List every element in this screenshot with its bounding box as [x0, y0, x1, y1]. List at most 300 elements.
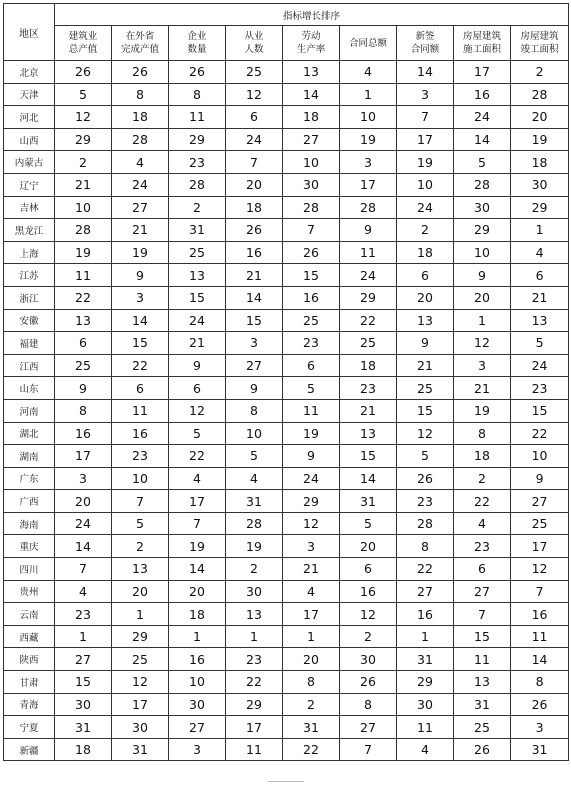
rank-cell: 24 — [340, 264, 397, 287]
region-cell: 陕西 — [4, 648, 55, 671]
rank-cell: 19 — [340, 128, 397, 151]
rank-cell: 25 — [283, 309, 340, 332]
table-row — [4, 716, 569, 739]
rank-cell: 8 — [511, 671, 569, 694]
table-row — [4, 512, 569, 535]
rank-cell: 10 — [283, 151, 340, 174]
region-cell: 宁夏 — [4, 716, 55, 739]
rank-cell: 26 — [112, 61, 169, 84]
ranking-table — [3, 3, 569, 761]
rank-cell: 31 — [397, 648, 454, 671]
rank-cell: 12 — [112, 671, 169, 694]
rank-cell: 2 — [226, 558, 283, 581]
rank-cell: 24 — [112, 173, 169, 196]
rank-cell: 2 — [340, 625, 397, 648]
column-header-line: 数量 — [187, 44, 207, 55]
rank-cell: 17 — [226, 716, 283, 739]
rank-cell: 25 — [169, 241, 226, 264]
rank-cell: 21 — [169, 332, 226, 355]
rank-cell: 18 — [454, 445, 511, 468]
rank-cell: 12 — [340, 603, 397, 626]
rank-cell: 16 — [283, 286, 340, 309]
rank-cell: 6 — [511, 264, 569, 287]
rank-cell: 1 — [454, 309, 511, 332]
rank-cell: 11 — [226, 738, 283, 761]
column-header-line: 合同额 — [410, 44, 440, 55]
region-cell: 贵州 — [4, 580, 55, 603]
rank-cell: 14 — [511, 648, 569, 671]
rank-cell: 18 — [55, 738, 112, 761]
rank-cell: 4 — [454, 512, 511, 535]
rank-cell: 20 — [112, 580, 169, 603]
rank-cell: 17 — [283, 603, 340, 626]
rank-cell: 28 — [169, 173, 226, 196]
rank-cell: 11 — [169, 106, 226, 129]
rank-cell: 21 — [454, 377, 511, 400]
rank-cell: 10 — [511, 445, 569, 468]
rank-cell: 13 — [454, 671, 511, 694]
rank-cell: 5 — [55, 83, 112, 106]
rank-cell: 8 — [340, 693, 397, 716]
column-header — [454, 26, 511, 61]
region-cell: 浙江 — [4, 286, 55, 309]
rank-cell: 13 — [283, 61, 340, 84]
rank-cell: 20 — [397, 286, 454, 309]
rank-cell: 9 — [55, 377, 112, 400]
rank-cell: 23 — [112, 445, 169, 468]
rank-cell: 19 — [511, 128, 569, 151]
rank-cell: 1 — [511, 219, 569, 242]
rank-cell: 8 — [283, 671, 340, 694]
rank-cell: 16 — [511, 603, 569, 626]
rank-cell: 29 — [169, 128, 226, 151]
rank-cell: 27 — [169, 716, 226, 739]
rank-cell: 24 — [55, 512, 112, 535]
rank-cell: 29 — [55, 128, 112, 151]
rank-cell: 25 — [340, 332, 397, 355]
rank-cell: 14 — [340, 467, 397, 490]
rank-cell: 23 — [511, 377, 569, 400]
column-header — [226, 26, 283, 61]
rank-cell: 26 — [397, 467, 454, 490]
region-cell: 安徽 — [4, 309, 55, 332]
rank-cell: 23 — [283, 332, 340, 355]
table-row — [4, 445, 569, 468]
rank-cell: 4 — [511, 241, 569, 264]
rank-cell: 7 — [169, 512, 226, 535]
rank-cell: 28 — [55, 219, 112, 242]
rank-cell: 2 — [397, 219, 454, 242]
rank-cell: 25 — [226, 61, 283, 84]
rank-cell: 19 — [112, 241, 169, 264]
rank-cell: 3 — [169, 738, 226, 761]
rank-cell: 28 — [511, 83, 569, 106]
rank-cell: 17 — [112, 693, 169, 716]
rank-cell: 29 — [112, 625, 169, 648]
rank-cell: 9 — [511, 467, 569, 490]
table-row — [4, 399, 569, 422]
rank-cell: 30 — [397, 693, 454, 716]
rank-cell: 4 — [340, 61, 397, 84]
rank-cell: 6 — [283, 354, 340, 377]
region-cell: 河北 — [4, 106, 55, 129]
region-cell: 山西 — [4, 128, 55, 151]
rank-cell: 18 — [169, 603, 226, 626]
rank-cell: 22 — [55, 286, 112, 309]
rank-cell: 9 — [169, 354, 226, 377]
rank-cell: 4 — [397, 738, 454, 761]
rank-cell: 11 — [397, 716, 454, 739]
rank-cell: 20 — [55, 490, 112, 513]
table-row — [4, 241, 569, 264]
rank-cell: 4 — [112, 151, 169, 174]
rank-cell: 7 — [112, 490, 169, 513]
column-header — [397, 26, 454, 61]
rank-cell: 7 — [340, 738, 397, 761]
rank-cell: 28 — [226, 512, 283, 535]
rank-cell: 14 — [454, 128, 511, 151]
rank-cell: 2 — [283, 693, 340, 716]
rank-cell: 12 — [397, 422, 454, 445]
rank-cell: 14 — [283, 83, 340, 106]
rank-cell: 29 — [454, 219, 511, 242]
rank-cell: 31 — [55, 716, 112, 739]
rank-cell: 12 — [55, 106, 112, 129]
rank-cell: 8 — [397, 535, 454, 558]
rank-cell: 17 — [55, 445, 112, 468]
region-cell: 海南 — [4, 512, 55, 535]
rank-cell: 22 — [511, 422, 569, 445]
rank-cell: 6 — [340, 558, 397, 581]
rank-cell: 22 — [226, 671, 283, 694]
table-row — [4, 264, 569, 287]
rank-cell: 4 — [55, 580, 112, 603]
rank-cell: 13 — [169, 264, 226, 287]
rank-cell: 17 — [397, 128, 454, 151]
rank-cell: 22 — [169, 445, 226, 468]
table-row — [4, 535, 569, 558]
rank-cell: 10 — [226, 422, 283, 445]
rank-cell: 30 — [340, 648, 397, 671]
rank-cell: 21 — [112, 219, 169, 242]
table-row — [4, 558, 569, 581]
region-cell: 上海 — [4, 241, 55, 264]
rank-cell: 12 — [226, 83, 283, 106]
rank-cell: 1 — [283, 625, 340, 648]
rank-cell: 20 — [511, 106, 569, 129]
rank-cell: 1 — [397, 625, 454, 648]
rank-cell: 31 — [169, 219, 226, 242]
rank-cell: 18 — [226, 196, 283, 219]
rank-cell: 19 — [169, 535, 226, 558]
rank-cell: 7 — [511, 580, 569, 603]
rank-cell: 23 — [169, 151, 226, 174]
rank-cell: 22 — [112, 354, 169, 377]
rank-cell: 19 — [283, 422, 340, 445]
rank-cell: 30 — [511, 173, 569, 196]
rank-cell: 3 — [55, 467, 112, 490]
rank-cell: 21 — [397, 354, 454, 377]
column-header — [112, 26, 169, 61]
region-cell: 西藏 — [4, 625, 55, 648]
region-cell: 江西 — [4, 354, 55, 377]
column-header — [55, 26, 112, 61]
table-row — [4, 332, 569, 355]
rank-cell: 26 — [511, 693, 569, 716]
rank-cell: 10 — [55, 196, 112, 219]
rank-cell: 17 — [454, 61, 511, 84]
rank-cell: 30 — [169, 693, 226, 716]
rank-cell: 18 — [112, 106, 169, 129]
rank-cell: 25 — [454, 716, 511, 739]
column-header-line: 施工面积 — [462, 44, 501, 55]
rank-cell: 25 — [511, 512, 569, 535]
rank-cell: 28 — [454, 173, 511, 196]
region-cell: 黑龙江 — [4, 219, 55, 242]
rank-cell: 30 — [55, 693, 112, 716]
table-row — [4, 377, 569, 400]
header-row-group — [4, 4, 569, 26]
table-row — [4, 490, 569, 513]
rank-cell: 3 — [454, 354, 511, 377]
header-region: 地区 — [4, 4, 55, 61]
rank-cell: 27 — [112, 196, 169, 219]
column-header — [511, 26, 569, 61]
column-header-line: 人数 — [244, 44, 264, 55]
table-row — [4, 309, 569, 332]
rank-cell: 9 — [340, 219, 397, 242]
rank-cell: 7 — [454, 603, 511, 626]
rank-cell: 10 — [112, 467, 169, 490]
rank-cell: 26 — [454, 738, 511, 761]
region-cell: 广西 — [4, 490, 55, 513]
rank-cell: 22 — [283, 738, 340, 761]
rank-cell: 5 — [283, 377, 340, 400]
rank-cell: 24 — [454, 106, 511, 129]
rank-cell: 1 — [169, 625, 226, 648]
rank-cell: 23 — [454, 535, 511, 558]
rank-cell: 28 — [340, 196, 397, 219]
rank-cell: 29 — [511, 196, 569, 219]
rank-cell: 24 — [169, 309, 226, 332]
table-row — [4, 738, 569, 761]
rank-cell: 3 — [340, 151, 397, 174]
rank-cell: 31 — [454, 693, 511, 716]
column-header — [169, 26, 226, 61]
rank-cell: 9 — [397, 332, 454, 355]
rank-cell: 15 — [226, 309, 283, 332]
rank-cell: 10 — [397, 173, 454, 196]
rank-cell: 13 — [397, 309, 454, 332]
table-row — [4, 286, 569, 309]
rank-cell: 9 — [283, 445, 340, 468]
column-header-line: 总产值 — [68, 44, 98, 55]
region-cell: 内蒙古 — [4, 151, 55, 174]
rank-cell: 5 — [112, 512, 169, 535]
rank-cell: 12 — [169, 399, 226, 422]
rank-cell: 31 — [226, 490, 283, 513]
rank-cell: 18 — [283, 106, 340, 129]
table-row — [4, 196, 569, 219]
rank-cell: 7 — [397, 106, 454, 129]
column-header-line: 劳动 — [301, 31, 321, 42]
rank-cell: 6 — [169, 377, 226, 400]
rank-cell: 6 — [112, 377, 169, 400]
table-row — [4, 467, 569, 490]
rank-cell: 26 — [169, 61, 226, 84]
column-header-line: 企业 — [187, 31, 207, 42]
rank-cell: 21 — [226, 264, 283, 287]
rank-cell: 2 — [112, 535, 169, 558]
rank-cell: 14 — [169, 558, 226, 581]
column-header — [340, 26, 397, 61]
rank-cell: 19 — [55, 241, 112, 264]
region-cell: 青海 — [4, 693, 55, 716]
rank-cell: 4 — [283, 580, 340, 603]
rank-cell: 13 — [340, 422, 397, 445]
table-row — [4, 354, 569, 377]
rank-cell: 23 — [55, 603, 112, 626]
rank-cell: 10 — [454, 241, 511, 264]
rank-cell: 11 — [454, 648, 511, 671]
rank-cell: 8 — [454, 422, 511, 445]
rank-cell: 13 — [55, 309, 112, 332]
rank-cell: 23 — [397, 490, 454, 513]
rank-cell: 3 — [226, 332, 283, 355]
rank-cell: 14 — [226, 286, 283, 309]
header-group-title: 指标增长排序 — [55, 4, 569, 26]
column-header-line: 在外省 — [125, 31, 155, 42]
rank-cell: 27 — [226, 354, 283, 377]
rank-cell: 18 — [340, 354, 397, 377]
region-cell: 河南 — [4, 399, 55, 422]
region-cell: 广东 — [4, 467, 55, 490]
table-row — [4, 128, 569, 151]
column-header-line: 房屋建筑 — [520, 31, 559, 42]
rank-cell: 9 — [454, 264, 511, 287]
rank-cell: 13 — [112, 558, 169, 581]
rank-cell: 3 — [511, 716, 569, 739]
rank-cell: 6 — [397, 264, 454, 287]
rank-cell: 23 — [340, 377, 397, 400]
column-header-line: 从业 — [244, 31, 264, 42]
rank-cell: 16 — [112, 422, 169, 445]
table-row — [4, 693, 569, 716]
rank-cell: 18 — [511, 151, 569, 174]
rank-cell: 16 — [397, 603, 454, 626]
rank-cell: 11 — [55, 264, 112, 287]
region-cell: 山东 — [4, 377, 55, 400]
rank-cell: 5 — [511, 332, 569, 355]
rank-cell: 8 — [112, 83, 169, 106]
rank-cell: 10 — [340, 106, 397, 129]
region-cell: 福建 — [4, 332, 55, 355]
rank-cell: 29 — [340, 286, 397, 309]
rank-cell: 17 — [511, 535, 569, 558]
rank-cell: 21 — [283, 558, 340, 581]
rank-cell: 2 — [454, 467, 511, 490]
rank-cell: 16 — [340, 580, 397, 603]
rank-cell: 18 — [397, 241, 454, 264]
rank-cell: 29 — [397, 671, 454, 694]
rank-cell: 14 — [112, 309, 169, 332]
rank-cell: 6 — [454, 558, 511, 581]
rank-cell: 21 — [340, 399, 397, 422]
region-cell: 江苏 — [4, 264, 55, 287]
rank-cell: 12 — [283, 512, 340, 535]
rank-cell: 8 — [169, 83, 226, 106]
rank-cell: 1 — [226, 625, 283, 648]
rank-cell: 20 — [454, 286, 511, 309]
rank-cell: 23 — [226, 648, 283, 671]
table-row — [4, 625, 569, 648]
region-cell: 甘肃 — [4, 671, 55, 694]
rank-cell: 15 — [454, 625, 511, 648]
region-cell: 辽宁 — [4, 173, 55, 196]
region-cell: 天津 — [4, 83, 55, 106]
rank-cell: 15 — [511, 399, 569, 422]
rank-cell: 10 — [169, 671, 226, 694]
rank-cell: 5 — [340, 512, 397, 535]
page-footer-mark — [268, 781, 304, 782]
rank-cell: 6 — [226, 106, 283, 129]
rank-cell: 17 — [169, 490, 226, 513]
table-row — [4, 83, 569, 106]
region-cell: 吉林 — [4, 196, 55, 219]
rank-cell: 2 — [55, 151, 112, 174]
rank-cell: 26 — [55, 61, 112, 84]
rank-cell: 30 — [112, 716, 169, 739]
rank-cell: 27 — [397, 580, 454, 603]
column-header-line: 合同总额 — [348, 37, 387, 49]
rank-cell: 30 — [226, 580, 283, 603]
rank-cell: 19 — [397, 151, 454, 174]
column-header-line: 建筑业 — [68, 31, 98, 42]
table-row — [4, 580, 569, 603]
table-row — [4, 603, 569, 626]
table-row — [4, 173, 569, 196]
table-row — [4, 671, 569, 694]
rank-cell: 16 — [169, 648, 226, 671]
rank-cell: 3 — [112, 286, 169, 309]
rank-cell: 9 — [112, 264, 169, 287]
rank-cell: 4 — [226, 467, 283, 490]
region-cell: 新疆 — [4, 738, 55, 761]
rank-cell: 31 — [112, 738, 169, 761]
rank-cell: 15 — [283, 264, 340, 287]
rank-cell: 24 — [283, 467, 340, 490]
column-header-line: 完成产值 — [120, 44, 159, 55]
rank-cell: 15 — [112, 332, 169, 355]
rank-cell: 9 — [226, 377, 283, 400]
header-row-columns — [4, 26, 569, 61]
rank-cell: 20 — [169, 580, 226, 603]
rank-cell: 7 — [283, 219, 340, 242]
rank-cell: 27 — [511, 490, 569, 513]
rank-cell: 13 — [511, 309, 569, 332]
rank-cell: 27 — [340, 716, 397, 739]
rank-cell: 24 — [397, 196, 454, 219]
rank-cell: 31 — [511, 738, 569, 761]
rank-cell: 16 — [226, 241, 283, 264]
rank-cell: 31 — [283, 716, 340, 739]
rank-cell: 16 — [55, 422, 112, 445]
rank-cell: 12 — [454, 332, 511, 355]
rank-cell: 11 — [340, 241, 397, 264]
rank-cell: 22 — [340, 309, 397, 332]
rank-cell: 28 — [397, 512, 454, 535]
rank-cell: 26 — [340, 671, 397, 694]
